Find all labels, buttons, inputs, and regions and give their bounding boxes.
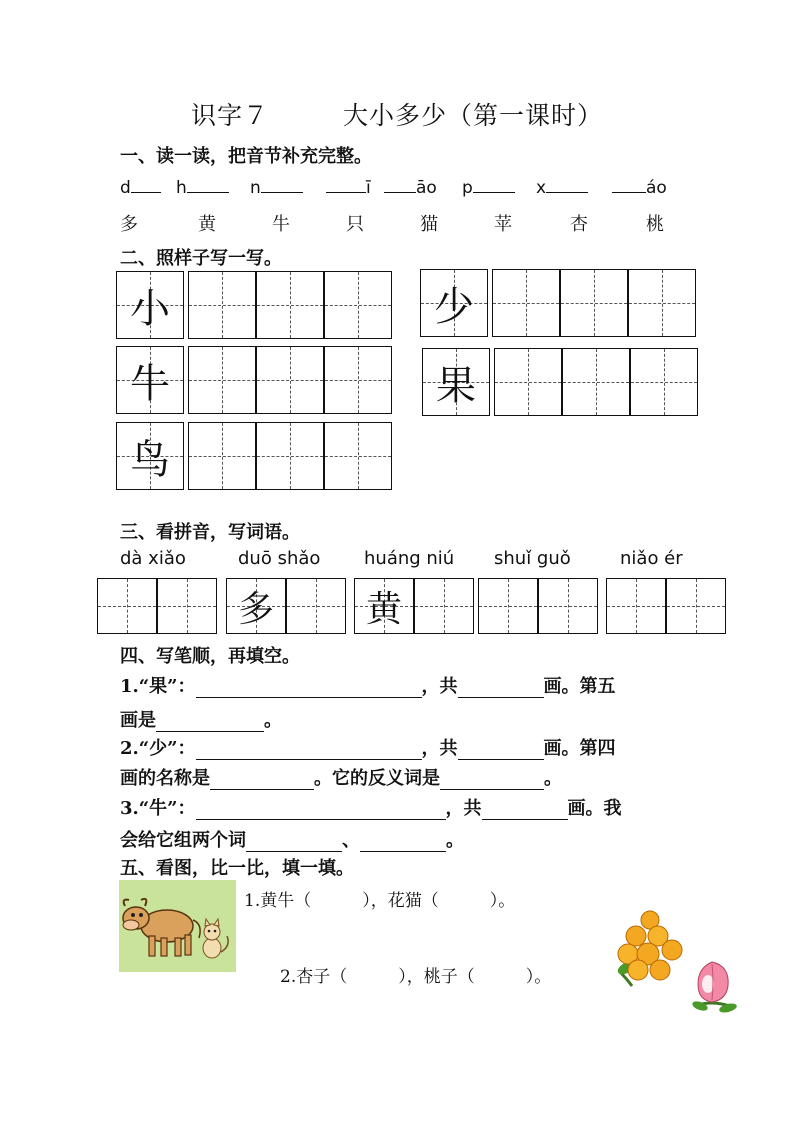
word-cell[interactable] [478,578,538,634]
pinyin-blank-6[interactable]: p [462,178,515,198]
stroke-count-blank[interactable] [458,679,544,698]
practice-cell[interactable] [324,346,392,414]
word-cell[interactable] [286,578,346,634]
word-cell[interactable] [414,578,474,634]
practice-cell[interactable] [256,271,324,339]
word-cell[interactable] [538,578,598,634]
hanzi-6: 苹 [494,214,512,235]
stroke-count-blank[interactable] [482,801,568,820]
hanzi-2: 黄 [198,214,216,235]
example-cell-shao: 少 [420,269,488,337]
stroke-count-blank[interactable] [458,741,544,760]
stroke-blank[interactable] [156,713,264,732]
practice-cell[interactable] [324,271,392,339]
example-cell-niu: 牛 [116,346,184,414]
practice-cell[interactable] [562,348,630,416]
question-4-3-line1: 3.“牛”： ，共 画。我 [120,798,622,819]
practice-cell[interactable] [188,422,256,490]
word-cell[interactable] [97,578,157,634]
pinyin-blank-5[interactable]: āo [384,178,437,198]
practice-cell[interactable] [492,269,560,337]
word-cell[interactable] [606,578,666,634]
section-1-heading: 一、读一读，把音节补充完整。 [120,146,372,167]
example-cell-guo: 果 [422,348,490,416]
pinyin-word-4: shuǐ guǒ [494,548,571,569]
example-cell-niao: 鸟 [116,422,184,490]
pinyin-blank-7[interactable]: x [536,178,588,198]
question-4-2-line1: 2.“少”： ，共 画。第四 [120,738,616,759]
practice-cell[interactable] [560,269,628,337]
lesson-number: 识字７ [191,101,270,130]
pinyin-word-1: dà xiǎo [120,548,186,569]
question-4-1-line2: 画是 。 [120,710,282,731]
question-5-1[interactable]: 1.黄牛（ ），花猫（ ）。 [244,891,516,911]
question-4-2-line2: 画的名称是 。它的反义词是 。 [120,768,562,789]
page-title [0,96,794,132]
hanzi-4: 只 [346,214,364,235]
practice-cell[interactable] [188,346,256,414]
practice-cell[interactable] [630,348,698,416]
section-3-heading: 三、看拼音，写词语。 [120,522,300,543]
practice-cell[interactable] [256,422,324,490]
hanzi-1: 多 [120,214,138,235]
word-cell[interactable] [157,578,217,634]
practice-cell[interactable] [256,346,324,414]
stroke-order-blank[interactable] [196,801,446,820]
practice-cell[interactable] [188,271,256,339]
pinyin-blank-4[interactable]: ī [326,178,371,198]
section-2-heading: 二、照样子写一写。 [120,248,282,269]
word-blank-1[interactable] [246,833,342,852]
peach-image [690,956,738,1014]
section-5-heading: 五、看图，比一比，填一填。 [120,858,354,879]
stroke-order-blank[interactable] [196,741,422,760]
practice-cell[interactable] [324,422,392,490]
hanzi-7: 杏 [570,214,588,235]
practice-cell[interactable] [628,269,696,337]
word-cell[interactable] [666,578,726,634]
word-cell-given: 黄 [354,578,414,634]
question-4-3-line2: 会给它组两个词 、 。 [120,830,464,851]
pinyin-word-2: duō shǎo [238,548,321,569]
hanzi-3: 牛 [272,214,290,235]
apricot-image [612,908,686,992]
word-cell-given: 多 [226,578,286,634]
pinyin-blank-8[interactable]: áo [612,178,667,198]
hanzi-8: 桃 [646,214,664,235]
pinyin-blank-3[interactable]: n [250,178,303,198]
question-5-2[interactable]: 2.杏子（ ），桃子（ ）。 [280,967,552,987]
pinyin-blank-2[interactable]: h [176,178,229,198]
pinyin-word-3: huáng niú [364,548,455,569]
practice-cell[interactable] [494,348,562,416]
pinyin-blank-1[interactable]: d [120,178,161,198]
example-cell-xiao: 小 [116,271,184,339]
stroke-name-blank[interactable] [210,771,314,790]
lesson-name: 大小多少（第一课时） [342,101,603,130]
antonym-blank[interactable] [440,771,544,790]
hanzi-5: 猫 [420,214,438,235]
question-4-1-line1: 1.“果”： ，共 画。第五 [120,676,616,697]
section-4-heading: 四、写笔顺，再填空。 [120,646,300,667]
word-blank-2[interactable] [360,833,446,852]
cow-cat-image [119,880,236,972]
pinyin-word-5: niǎo ér [620,548,683,569]
stroke-order-blank[interactable] [196,679,422,698]
